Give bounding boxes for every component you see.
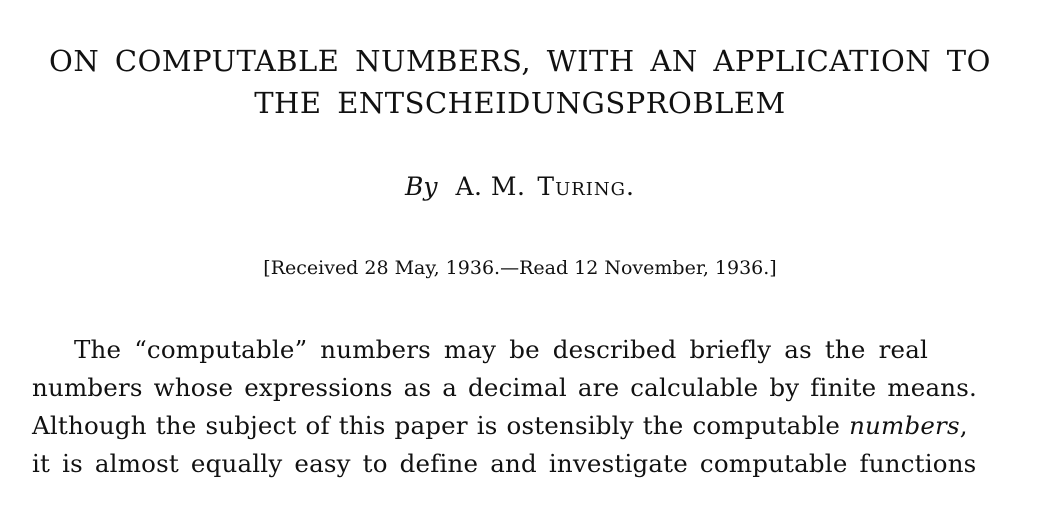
body-text-line-1: The “computable” numbers may be described briefly as the real <box>74 335 929 364</box>
author-surname: Turing. <box>537 172 635 201</box>
byline-prefix: By <box>405 172 438 201</box>
received-date-note: [Received 28 May, 1936.—Read 12 November, 1936.] <box>263 257 777 279</box>
body-text-line-2: numbers whose expressions as a decimal are calculable by finite means. <box>32 373 978 402</box>
body-text-line-4: it is almost equally easy to define and investigate computable functions <box>32 449 977 478</box>
body-text-line-3 <box>32 411 1008 440</box>
paper-title-line-1: ON COMPUTABLE NUMBERS, WITH AN APPLICATION TO <box>49 44 991 78</box>
emphasized-word: numbers <box>849 411 960 440</box>
author-byline <box>0 172 1040 201</box>
author-initials: A. M. <box>455 172 526 201</box>
body-text-line-3-end: , <box>959 411 968 440</box>
body-text-line-3-start: Although the subject of this paper is ostensibly the computable <box>32 411 850 440</box>
paper-title-line-2: THE ENTSCHEIDUNGSPROBLEM <box>254 86 786 120</box>
